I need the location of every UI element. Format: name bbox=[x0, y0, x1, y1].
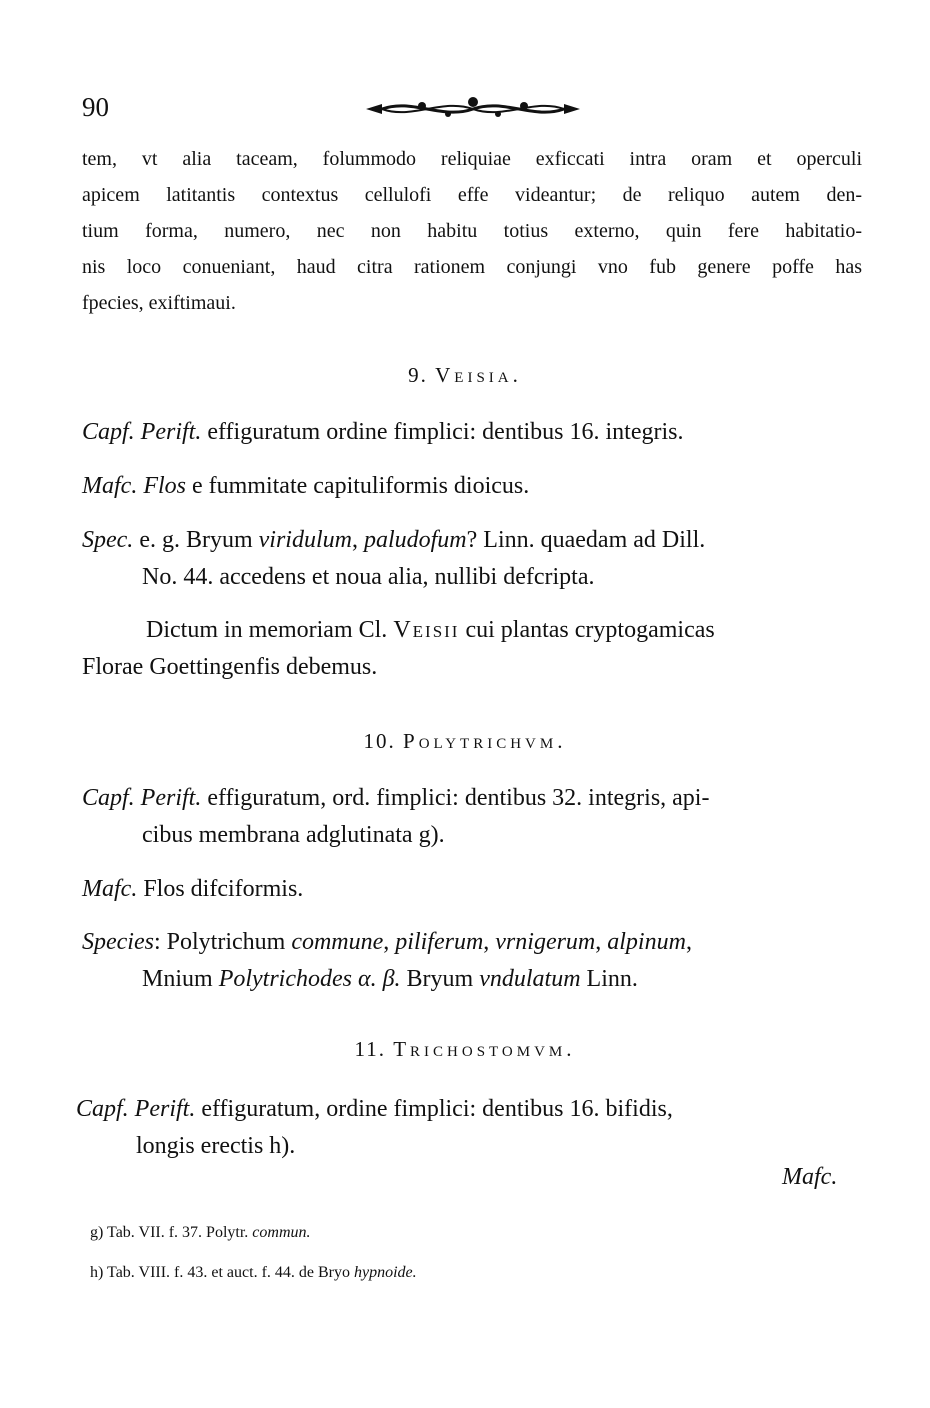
species-name: alpinum bbox=[607, 929, 686, 955]
entry-label: Capf. Perift. bbox=[76, 1096, 196, 1122]
dedication-text: Dictum in memoriam Cl. bbox=[146, 617, 394, 643]
intro-line: nis loco conueniant, haud citra rationem conjungi vno fub genere poffe has bbox=[82, 256, 862, 278]
genus-name: Polytrichvm. bbox=[403, 729, 567, 753]
entry-text: , bbox=[351, 527, 364, 553]
entry-label: Species bbox=[82, 929, 154, 955]
footnote-mark: h) bbox=[90, 1264, 104, 1281]
entry-species-polytrichum bbox=[82, 924, 852, 998]
dedicatee-name: Veisii bbox=[393, 617, 460, 643]
genus-heading-polytrichum bbox=[0, 729, 930, 754]
entry-label: Mafc. bbox=[82, 876, 138, 902]
entry-text: e fummitate capituliformis dioicus. bbox=[185, 473, 530, 499]
ornament-rule-icon bbox=[362, 94, 584, 124]
footnote-text: Tab. VII. f. 37. Polytr. bbox=[103, 1224, 253, 1241]
entry-masc-veisia bbox=[82, 468, 852, 505]
footnote-h bbox=[90, 1264, 417, 1282]
genus-number: 11. bbox=[354, 1037, 386, 1061]
intro-line: tium forma, numero, nec non habitu totius externo, quin fere habitatio- bbox=[82, 220, 862, 242]
species-name: Polytrichodes α. β. bbox=[218, 966, 401, 992]
intro-line: tem, vt alia taceam, folummodo reliquiae exficcati intra oram et operculi bbox=[82, 148, 862, 170]
entry-text: Mnium bbox=[142, 966, 219, 992]
entry-masc-polytrichum bbox=[82, 871, 852, 908]
entry-text: Linn. bbox=[580, 966, 638, 992]
catchword: Mafc. bbox=[782, 1164, 838, 1190]
dedication-line: Florae Goettingenfis debemus. bbox=[82, 654, 378, 680]
dedication-paragraph bbox=[82, 612, 852, 686]
entry-text: Bryum bbox=[400, 966, 480, 992]
entry-capsule-veisia bbox=[82, 414, 852, 451]
entry-text: , bbox=[595, 929, 608, 955]
footnote-italic: hypnoide. bbox=[354, 1264, 417, 1281]
genus-number: 9. bbox=[408, 363, 428, 387]
entry-continuation: cibus membrana adglutinata g). bbox=[142, 822, 445, 848]
entry-capsule-trichostomum bbox=[76, 1091, 852, 1165]
entry-label: Capf. Perift. bbox=[82, 419, 202, 445]
footnote-mark: g) bbox=[90, 1224, 104, 1241]
intro-line: fpecies, exiftimaui. bbox=[82, 292, 236, 314]
page-number: 90 bbox=[82, 92, 109, 122]
genus-name: Trichostomvm. bbox=[393, 1037, 576, 1061]
entry-text: effiguratum, ord. fimplici: dentibus 32. integris, api- bbox=[201, 785, 710, 811]
entry-label: Mafc. Flos bbox=[82, 473, 186, 499]
entry-continuation: No. 44. accedens et noua alia, nullibi defcripta. bbox=[142, 564, 595, 590]
entry-text: e. g. Bryum bbox=[133, 527, 259, 553]
species-name: commune bbox=[291, 929, 384, 955]
entry-text: ? Linn. quaedam ad Dill. bbox=[466, 527, 706, 553]
entry-text: , bbox=[483, 929, 496, 955]
genus-number: 10. bbox=[363, 729, 396, 753]
entry-text: , bbox=[685, 929, 692, 955]
entry-capsule-polytrichum bbox=[82, 780, 852, 854]
entry-label: Capf. Perift. bbox=[82, 785, 202, 811]
entry-text: Flos difciformis. bbox=[137, 876, 304, 902]
entry-text: effiguratum ordine fimplici: dentibus 16. integris. bbox=[201, 419, 684, 445]
genus-name: Veisia. bbox=[435, 363, 522, 387]
entry-text: effiguratum, ordine fimplici: dentibus 16. bifidis, bbox=[195, 1096, 673, 1122]
intro-line: apicem latitantis contextus cellulofi effe videantur; de reliquo autem den- bbox=[82, 184, 862, 206]
footnote-g bbox=[90, 1224, 311, 1242]
species-name: vrnigerum bbox=[495, 929, 596, 955]
genus-heading-trichostomum bbox=[0, 1037, 930, 1062]
species-name: vndulatum bbox=[479, 966, 581, 992]
genus-heading-veisia bbox=[0, 363, 930, 388]
dedication-line bbox=[82, 612, 852, 649]
entry-text: , bbox=[383, 929, 396, 955]
footnote-text: Tab. VIII. f. 43. et auct. f. 44. de Bryo bbox=[103, 1264, 354, 1281]
entry-continuation bbox=[82, 961, 852, 998]
intro-paragraph bbox=[82, 141, 862, 321]
entry-label: Spec. bbox=[82, 527, 134, 553]
entry-text: : Polytrichum bbox=[153, 929, 292, 955]
species-name: paludofum bbox=[363, 527, 467, 553]
species-name: piliferum bbox=[395, 929, 484, 955]
species-name: viridulum bbox=[258, 527, 352, 553]
footnote-italic: commun. bbox=[252, 1224, 311, 1241]
dedication-text: cui plantas cryptogamicas bbox=[459, 617, 715, 643]
entry-continuation: longis erectis h). bbox=[136, 1133, 296, 1159]
entry-species-veisia bbox=[82, 522, 852, 596]
